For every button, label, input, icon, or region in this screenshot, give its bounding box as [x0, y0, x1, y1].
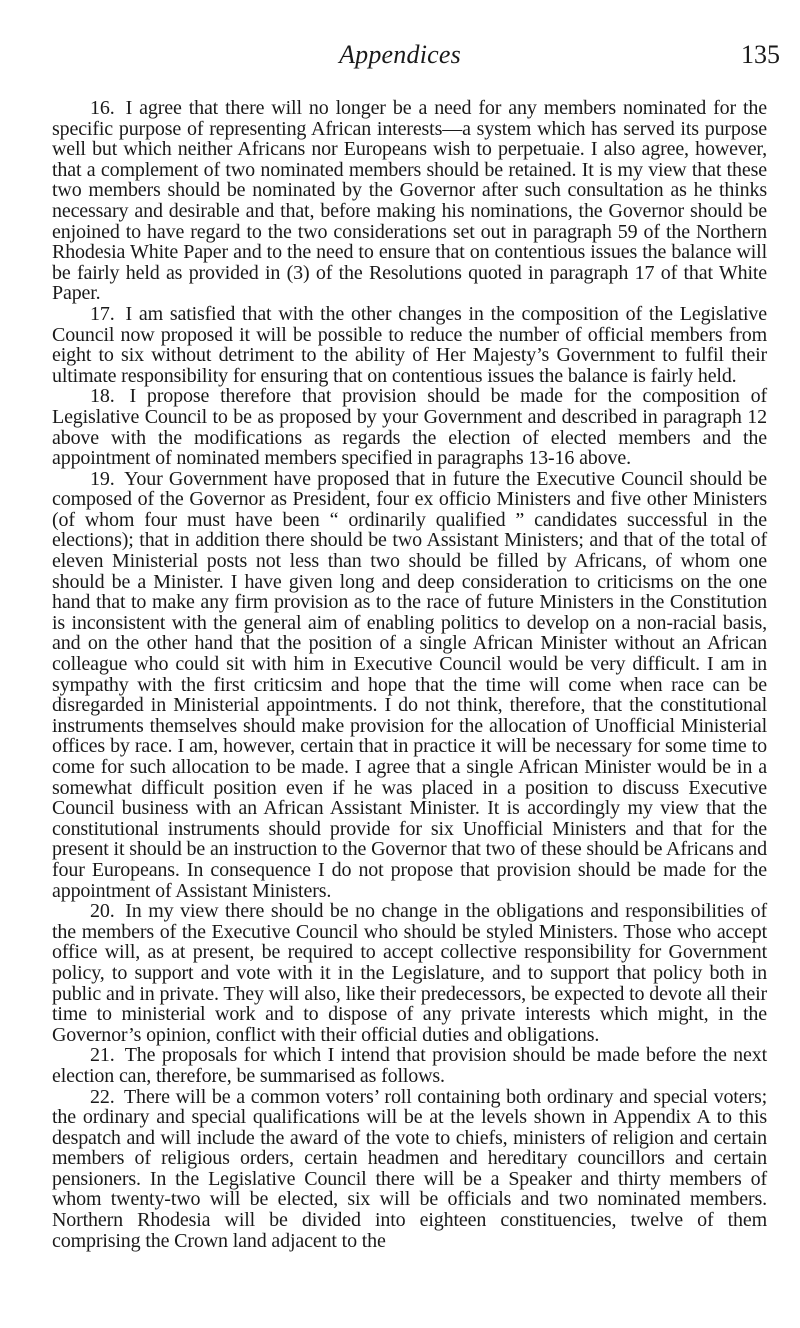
paragraph-number: 16.: [90, 97, 115, 119]
paragraph-text: There will be a common voters’ roll containing both ordinary and special voters; the ordinary and special qualifications will be at the levels shown in Appendix A to this despatch and will include the award of the vote to chiefs, ministers of religion and certain members of religious orders, certain headmen and hereditary councillors and certain pensioners. In the Legislative Council there will be a Speaker and thirty members of whom twenty-two will be elected, six will be officials and two nominated members. Northern Rhodesia will be divided into eighteen constituencies, twelve of them comprising the Crown land adjacent to the: [52, 1085, 767, 1252]
paragraph-19: [52, 469, 767, 901]
paragraph-21: [52, 1045, 767, 1086]
paragraph-number: 21.: [90, 1044, 115, 1067]
running-head: [0, 40, 800, 80]
running-head-title: Appendices: [339, 40, 461, 69]
paragraph-text: In my view there should be no change in the obligations and responsibilities of the members of the Executive Council who should be styled Ministers. Those who accept office will, as at present, be required to accept collective responsibility for Government policy, to support and vote with it in the Legislature, and to support that policy both in public and in private. They will also, like their predecessors, be expected to devote all their time to ministerial work and to dispose of any private interests which might, in the Governor’s opinion, conflict with their official duties and obligations.: [52, 900, 767, 1046]
paragraph-17: [52, 304, 767, 386]
paragraph-number: 22.: [90, 1085, 115, 1108]
paragraph-18: [52, 386, 767, 468]
paragraph-number: 20.: [90, 900, 115, 923]
body-text: [52, 98, 767, 1251]
paragraph-20: [52, 901, 767, 1045]
paragraph-16: [52, 98, 767, 304]
paragraph-number: 17.: [90, 302, 115, 325]
paragraph-text: I propose therefore that provision should be made for the composition of Legislative Council to be as proposed by your Government and described in paragraph 12 above with the modifications as regards the election of elected members and the appointment of nominated members specified in paragraphs 13-16 above.: [52, 385, 767, 470]
paragraph-text: I agree that there will no longer be a need for any members nominated for the specific purpose of representing African interests—a system which has served its purpose well but which neither Africans nor Europeans wish to perpetuaie. I also agree, however, that a complement of two nominated members should be retained. It is my view that these two members should be nominated by the Governor after such consultation as he thinks necessary and desirable and that, before making his nominations, the Governor should be enjoined to have regard to the two considerations set out in paragraph 59 of the Northern Rhodesia White Paper and to the need to ensure that on contentious issues the balance will be fairly held as provided in (3) of the Resolutions quoted in paragraph 17 of that White Paper.: [52, 97, 767, 305]
paragraph-number: 19.: [90, 467, 115, 490]
paragraph-text: Your Government have proposed that in future the Executive Council should be composed of the Governor as President, four ex officio Ministers and five other Ministers (of whom four must have been “ ordinarily qualified ” candidates successful in the elections); that in addition there should be two Assistant Ministers; and that of the total of eleven Ministerial posts not less than two should be filled by Africans, of whom one should be a Minister. I have given long and deep consideration to criticisms on the one hand that to make any firm provision as to the race of future Ministers in the Constitution is inconsistent with the general aim of enabling politics to develop on a non-racial basis, and on the other hand that the position of a single African Minister without an African colleague who could sit with him in Executive Council would be very difficult. I am in sympathy with the first criticsim and hope that the time will come when race can be disregarded in Ministerial appointments. I do not think, therefore, that the constitutional instruments themselves should make provision for the allocation of Unofficial Ministerial offices by race. I am, however, certain that in practice it will be necessary for some time to come for such allocation to be made. I agree that a single African Minister would be in a somewhat difficult position even if he was placed in a position to discuss Executive Council business with an African Assistant Minister. It is accordingly my view that the constitutional instruments should provide for six Unofficial Ministers and that for the present it should be an instruction to the Governor that two of these should be Africans and four Europeans. In consequence I do not propose that provision should be made for the appointment of Assistant Ministers.: [52, 467, 767, 902]
page-number: 135: [741, 40, 780, 69]
paragraph-22: [52, 1087, 767, 1252]
paragraph-text: I am satisfied that with the other changes in the composition of the Legislative Council now proposed it will be possible to reduce the number of official members from eight to six without detriment to the ability of Her Majesty’s Government to fulfil their ultimate responsibility for ensuring that on contentious issues the balance is fairly held.: [52, 302, 767, 387]
paragraph-text: The proposals for which I intend that provision should be made before the next election can, therefore, be summarised as follows.: [52, 1044, 767, 1087]
paragraph-number: 18.: [90, 385, 115, 408]
